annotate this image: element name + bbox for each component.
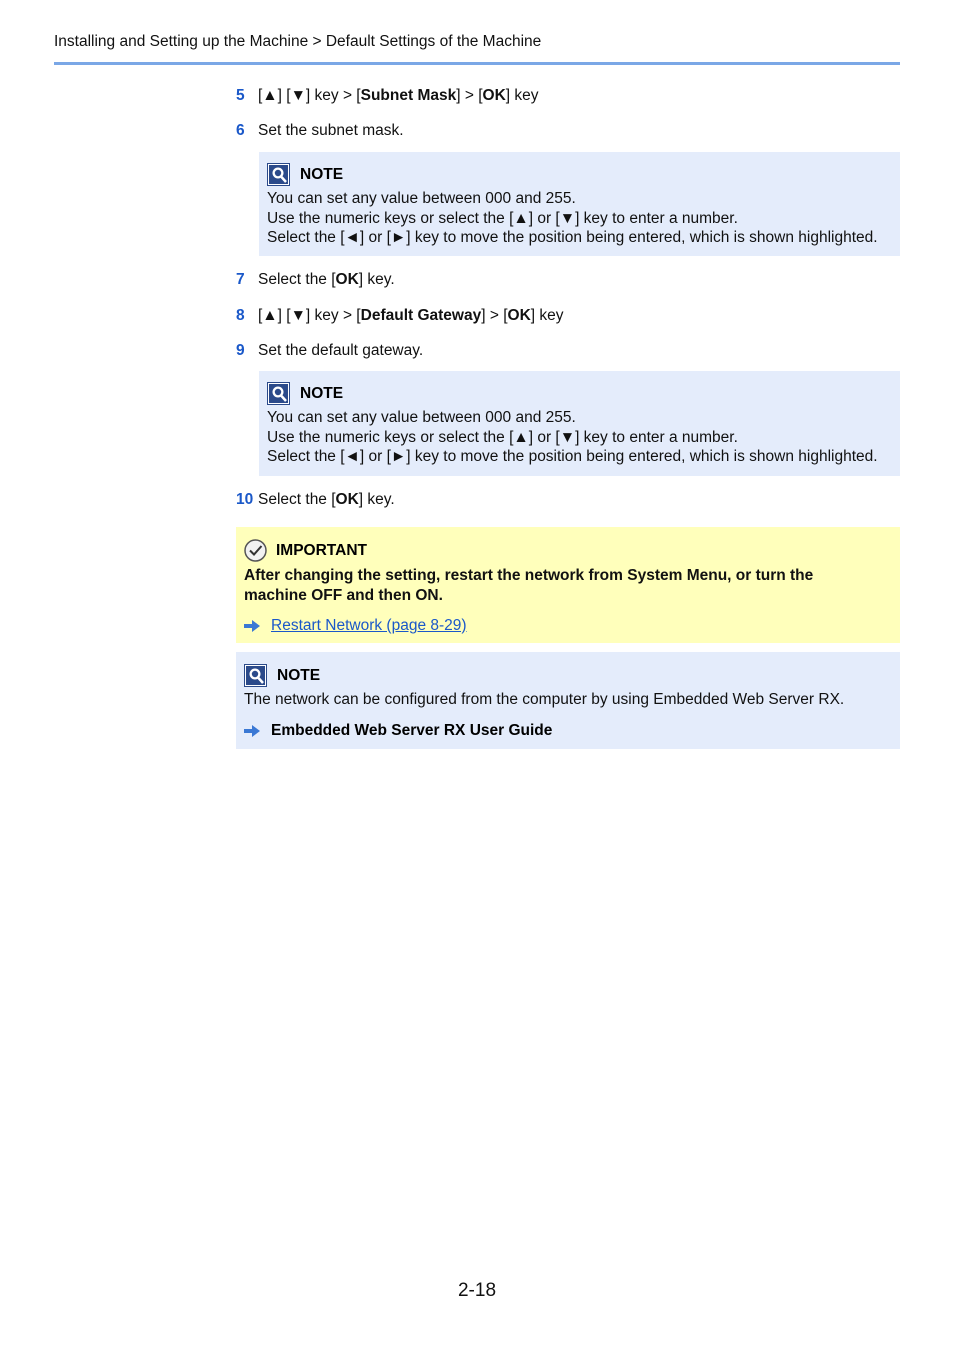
- step-number: 6: [236, 122, 245, 139]
- restart-network-link[interactable]: Restart Network (page 8-29): [271, 617, 467, 634]
- step-text: Select the [OK] key.: [258, 491, 395, 508]
- note-box-gateway: [259, 371, 900, 476]
- important-line: machine OFF and then ON.: [244, 586, 443, 604]
- important-title: IMPORTANT: [244, 539, 900, 562]
- note-line: You can set any value between 000 and 255.: [267, 190, 576, 207]
- step-text: [▲] [▼] key > [Subnet Mask] > [OK] key: [258, 87, 539, 104]
- note-box-web-server: [236, 652, 900, 749]
- note-line: Use the numeric keys or select the [▲] or [▼] key to enter a number.: [267, 209, 738, 227]
- step-9: [236, 342, 423, 360]
- step-number: 5: [236, 87, 245, 104]
- step-text: Select the [OK] key.: [258, 271, 395, 288]
- header-divider: [54, 62, 900, 65]
- important-box: [236, 527, 900, 643]
- note-line: You can set any value between 000 and 255.: [267, 409, 576, 426]
- note-icon: [267, 163, 290, 186]
- step-6: [236, 122, 404, 140]
- step-text: [▲] [▼] key > [Default Gateway] > [OK] key: [258, 307, 564, 324]
- note-line: Select the [◄] or [►] key to move the position being entered, which is shown highlighted.: [267, 448, 878, 465]
- note-line: Select the [◄] or [►] key to move the position being entered, which is shown highlighted.: [267, 229, 878, 246]
- step-number: 10: [236, 491, 254, 508]
- step-7: [236, 271, 395, 289]
- step-8: [236, 307, 564, 325]
- check-circle-icon: [244, 539, 267, 562]
- note-line: The network can be configured from the computer by using Embedded Web Server RX.: [244, 691, 845, 708]
- step-number: 7: [236, 271, 245, 288]
- restart-network-link-row[interactable]: [244, 617, 900, 635]
- arrow-right-icon: [244, 620, 260, 632]
- note-icon: [244, 664, 267, 687]
- note-title: NOTE: [267, 163, 900, 186]
- arrow-right-icon: [244, 725, 260, 737]
- note-title: NOTE: [244, 664, 900, 687]
- breadcrumb: Installing and Setting up the Machine > Default Settings of the Machine: [54, 33, 542, 50]
- note-box-subnet: [259, 152, 900, 256]
- web-server-guide-title: Embedded Web Server RX User Guide: [271, 721, 553, 739]
- note-title: NOTE: [267, 382, 900, 405]
- step-text: Set the default gateway.: [258, 342, 424, 359]
- step-number: 9: [236, 342, 245, 359]
- step-5: [236, 87, 539, 105]
- note-line: Use the numeric keys or select the [▲] or [▼] key to enter a number.: [267, 428, 738, 446]
- web-server-guide-ref: [244, 722, 900, 740]
- important-line: After changing the setting, restart the network from System Menu, or turn the: [244, 567, 814, 584]
- page-number: 2-18: [457, 1280, 497, 1301]
- step-10: [236, 491, 395, 509]
- note-icon: [267, 382, 290, 405]
- step-number: 8: [236, 307, 245, 324]
- step-text: Set the subnet mask.: [258, 122, 404, 139]
